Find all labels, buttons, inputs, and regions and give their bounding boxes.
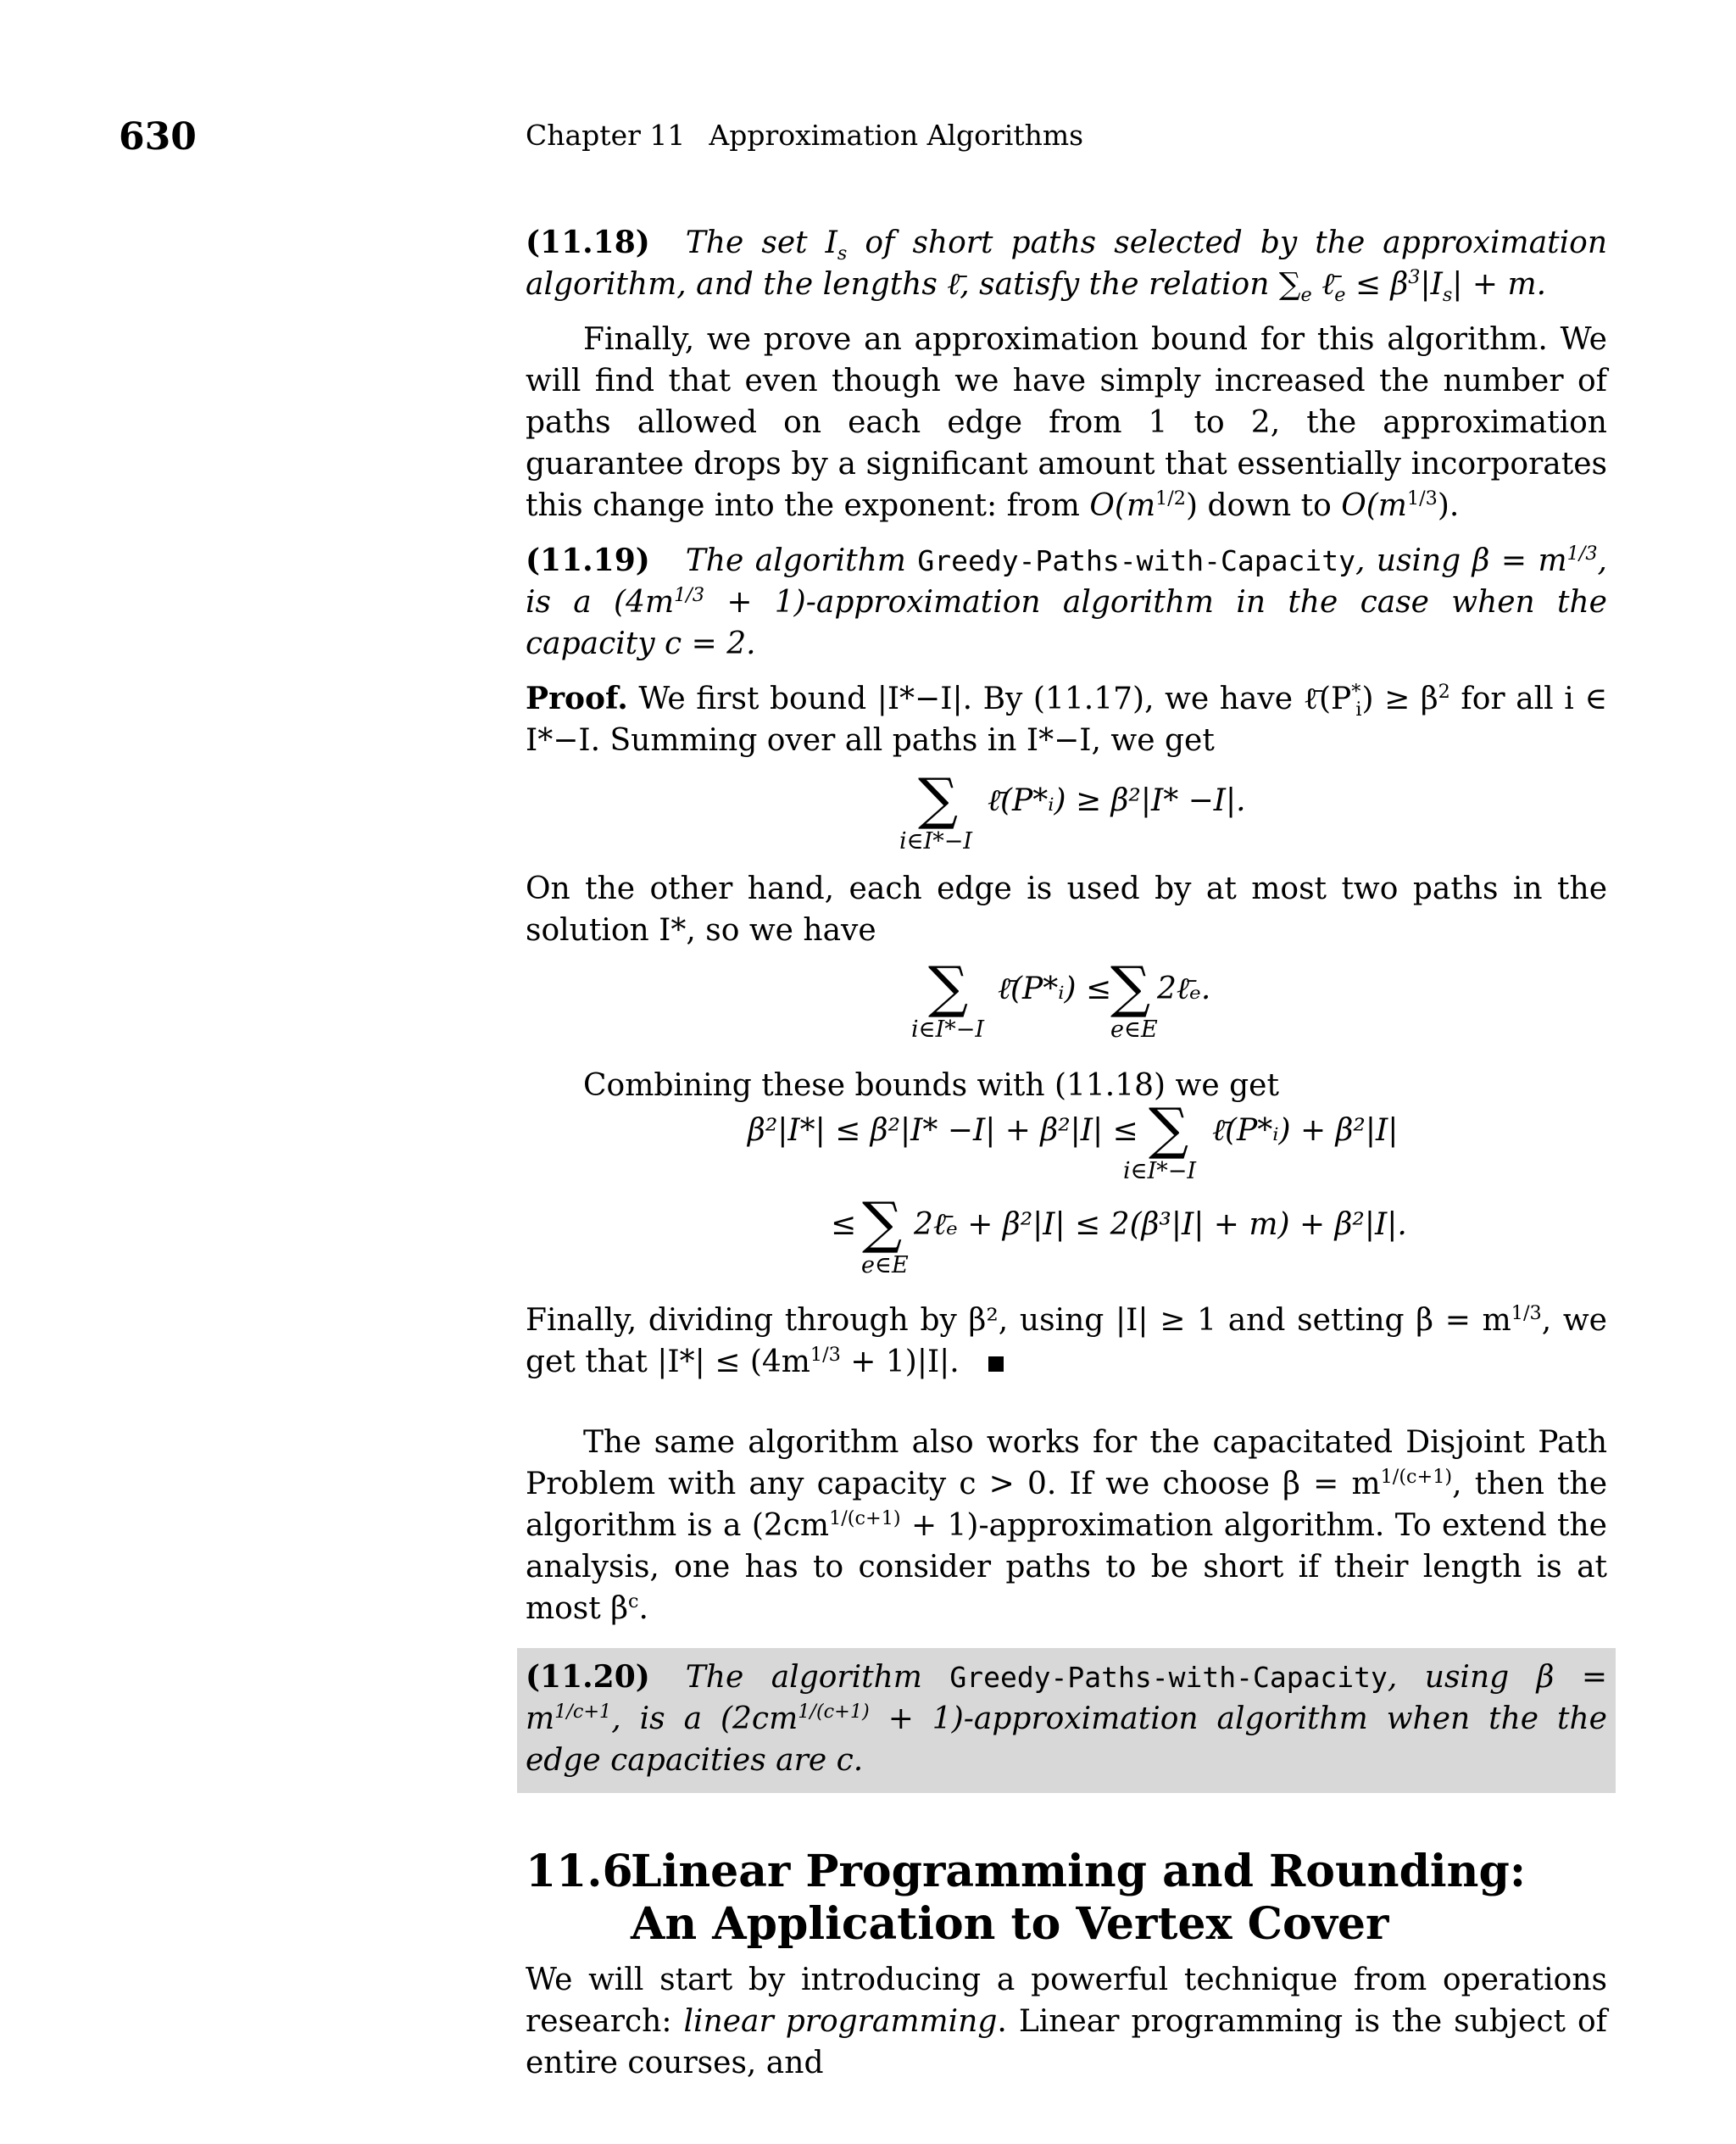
equation-1 [526, 761, 1607, 863]
math-text: O(m [1341, 488, 1407, 523]
statement-text: e [1300, 284, 1312, 307]
section-number: 11.6 [526, 1846, 633, 1897]
statement-text: ℓ̄ [1311, 267, 1335, 302]
statement-text: 1/3 [1566, 543, 1598, 565]
sum-index: i∈I*−I [911, 1016, 985, 1043]
statement-text: s [837, 242, 848, 265]
paragraph [526, 1300, 1607, 1383]
statement-text: and the lengths ℓ̄, satisfy the relation ∑ [696, 267, 1301, 302]
proof-text: * [1351, 681, 1361, 703]
statement-text: 1/(c+1) [798, 1701, 870, 1723]
statement-label: (11.20) [526, 1659, 650, 1695]
running-head [526, 119, 1083, 152]
paragraph-text: + 1)|I|. [840, 1345, 960, 1379]
paragraph-text: 1/(c+1) [829, 1507, 901, 1529]
statement-text: + 1)-approximation algorithm when the the edge capacities are c. [526, 1701, 1607, 1778]
statement-text: e [1334, 284, 1346, 307]
paragraph: Combining these bounds with (11.18) we get [583, 1068, 1279, 1103]
sum-symbol: ∑ [928, 955, 969, 1020]
paragraph-text: ). [1437, 488, 1460, 523]
statement-text: 1/3 [674, 584, 705, 606]
statement-text: The algorithm [685, 1660, 950, 1695]
proof-label: Proof. [526, 681, 628, 716]
paragraph-text: , we get that |I*| ≤ (4m [526, 1303, 1607, 1379]
sum-symbol: ∑ [918, 766, 959, 832]
paragraph-text: We will start by introducing a powerful technique from operations research: [526, 1963, 1607, 2039]
paragraph [526, 1422, 1607, 1629]
algorithm-name: Greedy-Paths-with-Capacity [917, 544, 1355, 577]
statement-text: 3 [1408, 266, 1421, 288]
sum-symbol: ∑ [862, 1190, 903, 1256]
statement-text: 1/c+1 [554, 1701, 612, 1723]
sum-index: e∈E [1110, 1016, 1158, 1043]
section-title-line-2: An Application to Vertex Cover [631, 1898, 1389, 1950]
algorithm-name: Greedy-Paths-with-Capacity [949, 1661, 1388, 1694]
statement-11-19 [526, 540, 1607, 665]
paragraph-text: , then the algorithm is a (2cm [526, 1467, 1607, 1543]
equation-body: 2ℓ̄ₑ. [1157, 972, 1211, 1006]
math-text: 1/2 [1155, 487, 1187, 510]
equation-body: ≤ [831, 1207, 857, 1242]
equation-3 [526, 1096, 1607, 1293]
paragraph-text: ) down to [1186, 488, 1342, 523]
paragraph-text: 1/3 [810, 1344, 841, 1366]
emphasized-term: linear programming [683, 2004, 998, 2039]
equation-body: ℓ̄(P*ᵢ) + β²|I| [1212, 1113, 1399, 1148]
proof-text: 2 [1438, 681, 1450, 703]
sum-symbol: ∑ [1149, 1096, 1189, 1161]
sum-index: i∈I*−I [1123, 1158, 1197, 1184]
statement-text: The algorithm [685, 543, 918, 578]
running-head-chapter: Chapter 11 [526, 119, 686, 152]
paragraph-text: Finally, we prove an approximation bound for this algorithm. We will find that even though we have simply increased the number of paths allowed on each edge from 1 to 2, the approximation guarantee drops by a significant amount that essentially incorporates this change into the exponent: from [526, 322, 1607, 523]
qed-symbol [988, 1356, 1004, 1372]
paragraph-text: . [638, 1591, 648, 1626]
sum-index: i∈I*−I [899, 828, 973, 855]
proof-paragraph [526, 678, 1607, 761]
statement-11-20 [526, 1657, 1607, 1781]
math-text: 1/3 [1406, 487, 1438, 510]
proof-text: for all i ∈ I*−I. Summing over all paths in I*−I, we get [526, 682, 1607, 758]
math-text: O(m [1089, 488, 1156, 523]
proof-text: ) ≥ β [1361, 682, 1438, 716]
sum-index: e∈E [861, 1252, 909, 1278]
statement-text: | + m. [1452, 267, 1547, 302]
paragraph-text: The same algorithm also works for the capacitated Disjoint Path Problem with any capacity c > 0. If we choose β = m [526, 1425, 1607, 1501]
statement-text: of short paths selected by the approximation algorithm, [526, 226, 1607, 302]
paragraph-text: 1/(c+1) [1380, 1466, 1453, 1488]
section-heading [526, 1846, 1607, 1951]
paragraph-text: c [628, 1590, 639, 1612]
statement-text: ≤ β [1345, 267, 1409, 302]
statement-text: |I [1420, 267, 1443, 302]
paragraph [526, 319, 1607, 526]
statement-text: , is a (2cm [611, 1701, 798, 1736]
statement-text: , using β = m [1355, 543, 1567, 578]
statement-text: + 1)-approximation algorithm in the case when the capacity c = 2. [526, 585, 1607, 661]
running-head-title: Approximation Algorithms [709, 119, 1084, 152]
sum-symbol: ∑ [1110, 955, 1151, 1020]
paragraph [526, 1959, 1607, 2084]
statement-text: , using β = m [526, 1660, 1607, 1736]
page-body [526, 222, 1607, 2084]
page-number: 630 [119, 115, 197, 159]
statement-text: The set I [685, 226, 837, 260]
equation-body: 2ℓ̄ₑ + β²|I| ≤ 2(β³|I| + m) + β²|I|. [914, 1207, 1407, 1242]
proof-text: We first bound |I*−I|. By (11.17), we have ℓ̄(P [627, 682, 1352, 716]
paragraph-text: + 1)-approximation algorithm. To extend the analysis, one has to consider paths to be short if their length is at most β [526, 1508, 1607, 1626]
paragraph-text: 1/3 [1511, 1302, 1542, 1324]
paragraph-text: . Linear programming is the subject of entire courses, and [526, 2004, 1608, 2080]
statement-11-18 [526, 222, 1607, 305]
equation-body: ℓ̄(P*ᵢ) ≤ [998, 972, 1112, 1006]
statement-label: (11.18) [526, 225, 650, 260]
paragraph-text: Finally, dividing through by β², using |I| ≥ 1 and setting β = m [526, 1303, 1511, 1338]
statement-11-20-box [517, 1648, 1616, 1793]
equation-2 [526, 951, 1607, 1055]
statement-label: (11.19) [526, 543, 650, 578]
statement-text: s [1442, 284, 1453, 307]
equation-body: ℓ̄(P*ᵢ) ≥ β²|I* −I|. [988, 783, 1246, 818]
statement-text: , is a (4m [526, 543, 1607, 620]
section-title-line-1: Linear Programming and Rounding: [631, 1846, 1527, 1897]
equation-body: β²|I*| ≤ β²|I* −I| + β²|I| ≤ [748, 1113, 1138, 1148]
paragraph: On the other hand, each edge is used by at most two paths in the solution I*, so we have [526, 872, 1607, 948]
proof-text: i [1355, 699, 1362, 721]
